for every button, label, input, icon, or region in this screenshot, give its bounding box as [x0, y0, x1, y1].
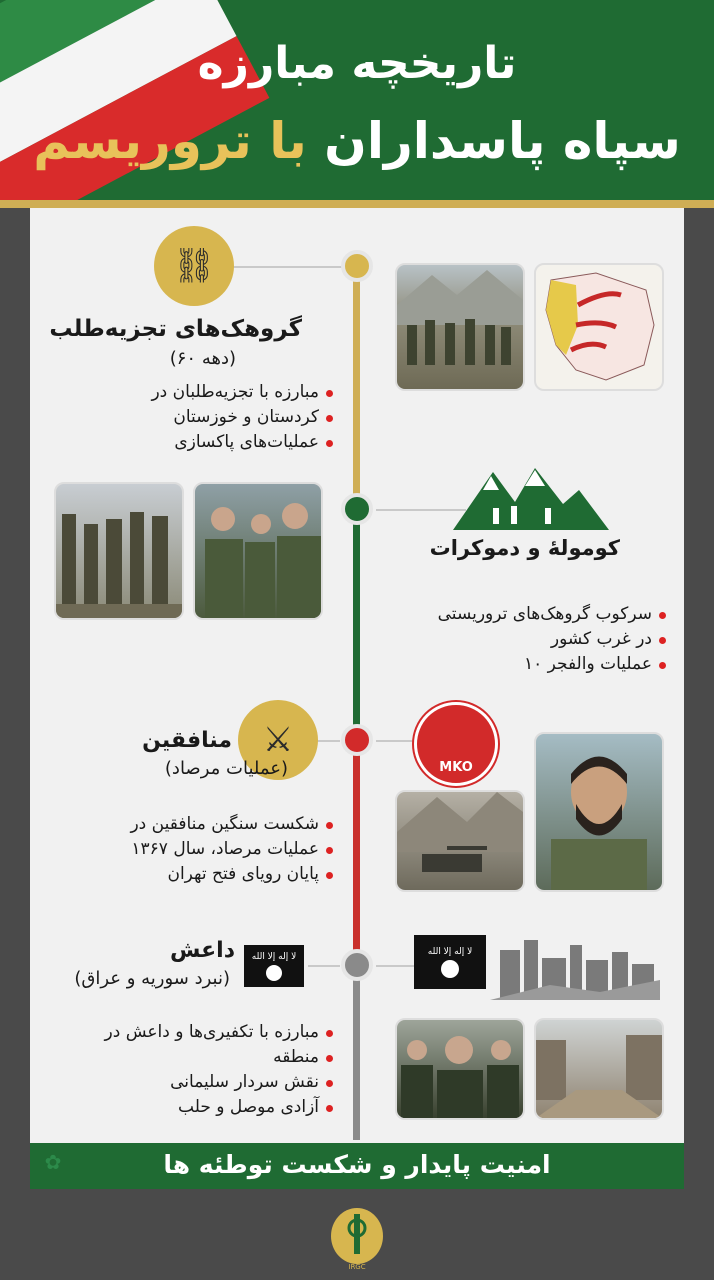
mko-logo	[414, 702, 498, 786]
list-item: کردستان و خوزستان	[40, 405, 335, 430]
section3-bullets	[40, 812, 335, 887]
connector-4a	[308, 965, 340, 967]
section2-heading: کومولهٔ و دموکرات	[429, 536, 620, 560]
broken-chain-icon: ⛓	[154, 226, 234, 306]
list-item: مبارزه با تجزیه‌طلبان در	[40, 380, 335, 405]
connector-4b	[376, 965, 416, 967]
list-item: شکست سنگین منافقین در	[40, 812, 335, 837]
list-item: در غرب کشور	[380, 627, 668, 652]
isis-flag-text-2: لا إله إلا الله	[427, 946, 473, 957]
soleimani-photo	[395, 1018, 525, 1120]
timeline-segment-green	[353, 510, 360, 740]
footer-banner-text: امنیت پایدار و شکست توطئه ها	[163, 1150, 551, 1179]
isis-flag-icon	[244, 945, 304, 987]
page-title-line2	[0, 112, 714, 170]
list-item: آزادی موصل و حلب	[40, 1095, 335, 1120]
page-title-line1: تاریخچه مبارزه	[197, 38, 517, 89]
section3-heading: منافقین	[142, 728, 232, 753]
emblem-text: IRGC	[348, 1263, 366, 1271]
connector-3b	[376, 740, 416, 742]
title-yellow-part: با تروریسم	[33, 112, 307, 170]
timeline-node-4	[341, 949, 373, 981]
header-divider	[0, 200, 714, 208]
irgc-emblem-icon	[329, 1206, 385, 1272]
section1-heading: گروهک‌های تجزیه‌طلب	[49, 316, 302, 342]
martyr-portrait-photo	[534, 732, 664, 892]
list-item: عملیات‌های پاکسازی	[40, 430, 335, 455]
list-item: سرکوب گروهک‌های تروریستی	[380, 602, 668, 627]
isis-flag-icon-2	[414, 935, 486, 989]
section4-heading: داعش	[170, 938, 235, 963]
list-item: مبارزه با تکفیری‌ها و داعش در	[40, 1020, 335, 1045]
timeline-segment-red	[353, 740, 360, 965]
kurdish-fighters-photo	[54, 482, 184, 620]
isis-flag-text: لا إله إلا الله	[251, 951, 297, 962]
iran-flag-icon	[0, 0, 274, 205]
mountain-soldiers-icon	[453, 462, 609, 532]
timeline-node-1	[341, 250, 373, 282]
section3-subheading: (عملیات مرصاد)	[164, 758, 288, 779]
timeline-segment-gray	[353, 965, 360, 1140]
timeline-node-3	[341, 724, 373, 756]
connector-1	[233, 266, 353, 268]
rifles-icon: ⚔	[238, 700, 318, 780]
section4-subheading: (نبرد سوریه و عراق)	[74, 968, 230, 989]
news-agency-logo-icon: ✿	[44, 1150, 62, 1174]
mko-logo-text: MKO	[439, 760, 473, 775]
section1-subheading: (دهه ۶۰)	[169, 348, 236, 369]
list-item: پایان رویای فتح تهران	[40, 862, 335, 887]
destroyed-street-photo	[534, 1018, 664, 1120]
section4-bullets	[40, 1020, 335, 1120]
list-item: نقش سردار سلیمانی	[40, 1070, 335, 1095]
commanders-photo	[193, 482, 323, 620]
list-item: عملیات والفجر ۱۰	[380, 652, 668, 677]
ruined-city-icon	[490, 930, 660, 1000]
tank-photo	[395, 790, 525, 892]
fighters-photo	[395, 263, 525, 391]
iran-map-photo	[534, 263, 664, 391]
title-white-part: سپاه پاسداران	[324, 112, 681, 170]
list-item: عملیات مرصاد، سال ۱۳۶۷	[40, 837, 335, 862]
header	[0, 0, 714, 205]
list-item: منطقه	[40, 1045, 335, 1070]
timeline-node-2	[341, 493, 373, 525]
section2-bullets	[380, 602, 668, 677]
section1-bullets	[40, 380, 335, 455]
timeline-segment-gold	[353, 265, 360, 510]
